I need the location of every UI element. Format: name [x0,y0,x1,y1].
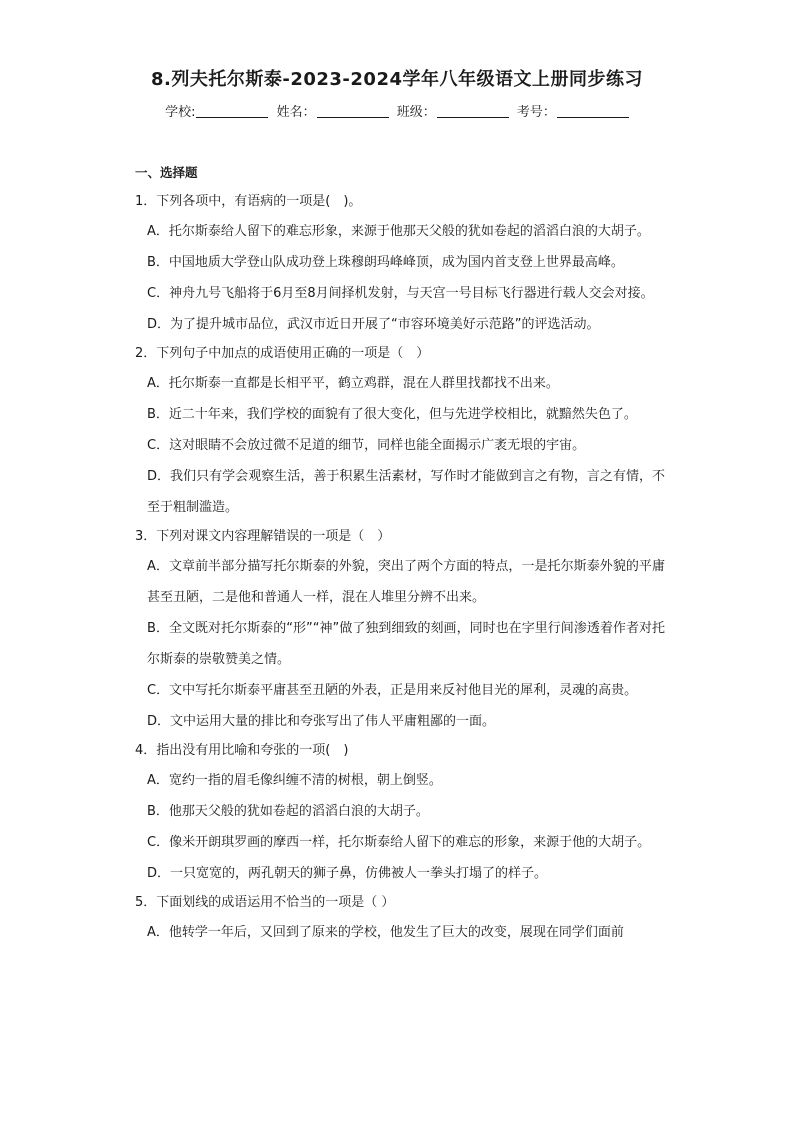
question-stem: 5．下面划线的成语运用不恰当的一项是（ ） [135,895,395,910]
school-label: 学校: [165,105,196,120]
question-stem: 4．指出没有用比喻和夸张的一项( ) [135,743,349,758]
class-field [397,102,509,124]
option-b: B．他那天父般的犹如卷起的滔滔白浪的大胡子。 [147,804,429,819]
student-info-line [0,102,794,124]
exam-no-blank [557,103,629,118]
question-content [135,162,665,948]
option-a: A．文章前半部分描写托尔斯泰的外貌，突出了两个方面的特点，一是托尔斯泰外貌的平庸甚至丑陋，二是他和普通人一样，混在人堆里分辨不出来。 [147,559,665,605]
class-blank [437,103,509,118]
option-a: A．宽约一指的眉毛像纠缠不清的树根，朝上倒竖。 [147,773,442,788]
name-label: 姓名： [276,105,316,120]
option-c: C．文中写托尔斯泰平庸甚至丑陋的外表，正是用来反衬他目光的犀利，灵魂的高贵。 [147,683,638,698]
name-blank [317,103,389,118]
question-stem: 1．下列各项中，有语病的一项是( )。 [135,194,362,209]
option-d: D．一只宽宽的，两孔朝天的狮子鼻，仿佛被人一拳头打塌了的样子。 [147,866,548,881]
option-a: A．托尔斯泰给人留下的难忘形象，来源于他那天父般的犹如卷起的滔滔白浪的大胡子。 [147,224,650,239]
option-b: B．全文既对托尔斯泰的“形”“神”做了独到细致的刻画，同时也在字里行间渗透着作者对托尔斯泰的崇敬赞美之情。 [147,621,665,667]
class-label: 班级： [396,105,436,120]
question-stem: 2．下列句子中加点的成语使用正确的一项是（ ） [135,346,430,361]
school-blank [196,103,268,118]
question-4 [135,737,665,889]
question-2 [135,340,665,523]
option-d: D．为了提升城市品位，武汉市近日开展了“市容环境美好示范路”的评选活动。 [147,317,600,332]
section-title: 一、选择题 [135,165,198,180]
option-c: C．这对眼睛不会放过微不足道的细节，同样也能全面揭示广袤无垠的宇宙。 [147,438,586,453]
option-d: D．我们只有学会观察生活，善于积累生活素材，写作时才能做到言之有物，言之有情，不至于粗制滥造。 [147,469,665,515]
option-c: C．像米开朗琪罗画的摩西一样，托尔斯泰给人留下的难忘的形象，来源于他的大胡子。 [147,835,651,850]
page-title: 8.列夫托尔斯泰-2023-2024学年八年级语文上册同步练习 [151,69,643,90]
option-d: D．文中运用大量的排比和夸张写出了伟人平庸粗鄙的一面。 [147,714,496,729]
question-3 [135,523,665,737]
question-5 [135,889,665,948]
exam-no-label: 考号： [516,105,556,120]
school-field [165,102,268,124]
exam-no-field [517,102,629,124]
option-b: B．中国地质大学登山队成功登上珠穆朗玛峰峰顶，成为国内首支登上世界最高峰。 [147,255,624,270]
option-b: B．近二十年来，我们学校的面貌有了很大变化，但与先进学校相比，就黯然失色了。 [147,407,637,422]
option-c: C．神舟九号飞船将于6月至8月间择机发射，与天宫一号目标飞行器进行载人交会对接。 [147,286,654,301]
option-a: A．托尔斯泰一直都是长相平平，鹤立鸡群，混在人群里找都找不出来。 [147,376,559,391]
option-a: A．他转学一年后，又回到了原来的学校，他发生了巨大的改变，展现在同学们面前 [147,925,624,940]
name-field [277,102,389,124]
question-stem: 3．下列对课文内容理解错误的一项是（ ） [135,529,391,544]
question-1 [135,188,665,340]
